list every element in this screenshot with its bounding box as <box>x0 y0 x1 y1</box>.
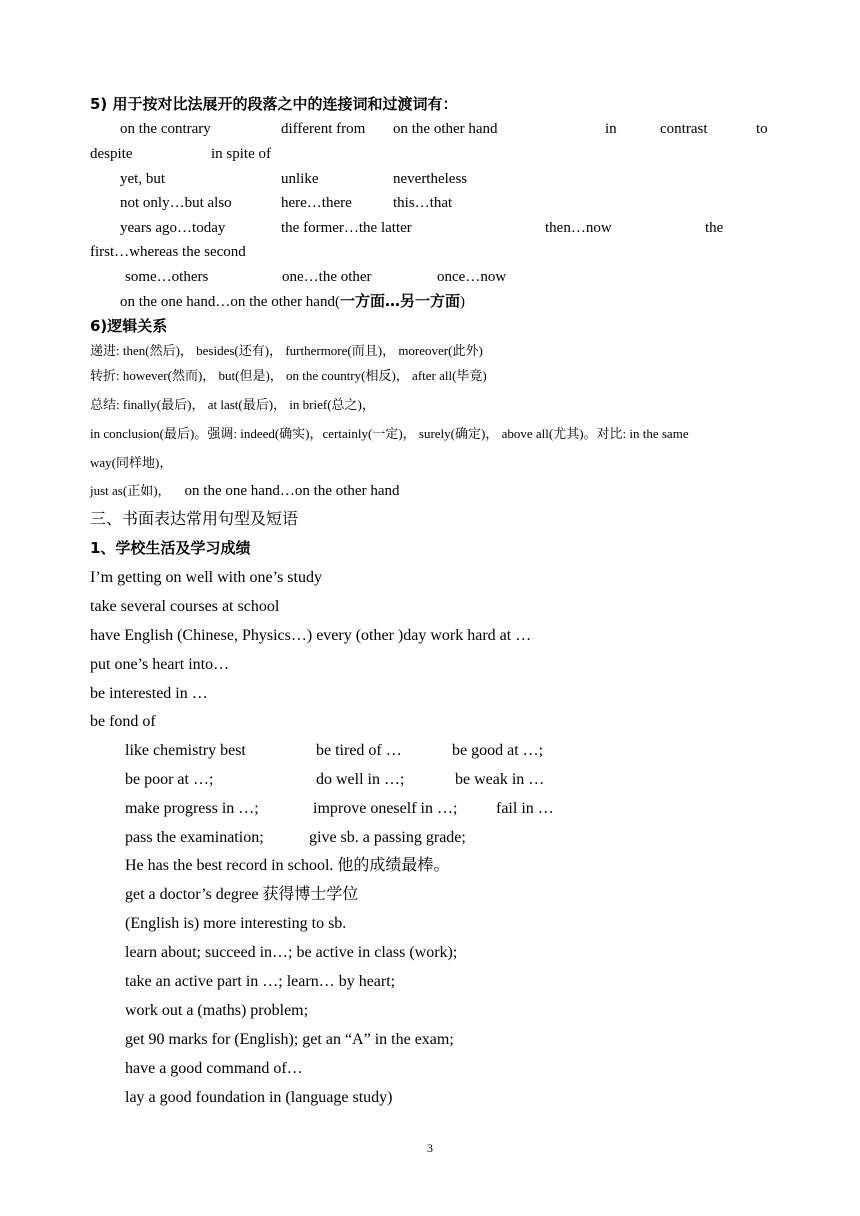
phrase-line: get a doctor’s degree 获得博士学位 <box>125 886 359 903</box>
phrase: like chemistry best <box>125 742 246 759</box>
phrase: here…there <box>281 195 352 211</box>
phrase: in <box>605 121 617 137</box>
subsection-1-title: 1、学校生活及学习成绩 <box>90 539 251 557</box>
phrase: yet, but <box>120 171 165 187</box>
phrase: improve oneself in …; <box>313 800 458 817</box>
phrase: ) <box>459 294 465 310</box>
phrase-grid-row <box>0 828 860 848</box>
contrast-row-2 <box>0 169 860 189</box>
logic-just-as <box>90 481 399 501</box>
phrase: be good at …; <box>452 742 544 759</box>
phrase-line: be fond of <box>90 713 156 730</box>
contrast-row-6 <box>120 291 465 312</box>
phrase: be tired of … <box>316 742 402 759</box>
phrase: on the other hand <box>393 121 498 137</box>
logic-transition: 转折: however(然而)， but(但是)， on the country(相反)， after all(毕竟) <box>90 368 487 383</box>
phrase: nevertheless <box>393 171 468 187</box>
phrase-grid-row <box>0 799 860 819</box>
phrase: give sb. a passing grade; <box>309 829 466 846</box>
phrase: fail in … <box>496 800 554 817</box>
phrase-line: have English (Chinese, Physics…) every (other )day work hard at … <box>90 627 532 644</box>
phrase-grid-row <box>0 741 860 761</box>
phrase-line: work out a (maths) problem; <box>125 1002 309 1019</box>
section-3-title: 三、书面表达常用句型及短语 <box>90 509 299 528</box>
phrase-line: take several courses at school <box>90 598 280 615</box>
phrase: in spite of <box>211 146 271 162</box>
phrase: despite <box>90 146 133 162</box>
phrase: not only…but also <box>120 195 232 211</box>
phrase-line: He has the best record in school. 他的成绩最棒。 <box>125 857 450 874</box>
phrase: the <box>705 220 724 236</box>
phrase: be poor at …; <box>125 771 214 788</box>
phrase-line: be interested in … <box>90 685 208 702</box>
logic-conclusion-emphasis: in conclusion(最后)。强调: indeed(确实)，certainly(一定)， surely(确定)， above all(尤其)。对比: in the same <box>90 426 689 441</box>
phrase: once…now <box>437 269 507 285</box>
phrase-line: lay a good foundation in (language study) <box>125 1089 393 1106</box>
phrase: this…that <box>393 195 453 211</box>
page-number: 3 <box>427 1141 433 1155</box>
phrase-line: put one’s heart into… <box>90 656 230 673</box>
section-5-heading: 5) 用于按对比法展开的段落之中的连接词和过渡词有： <box>90 95 458 113</box>
phrase-line: I’m getting on well with one’s study <box>90 569 322 586</box>
contrast-row-1 <box>0 119 860 139</box>
phrase-grid-row <box>0 770 860 790</box>
contrast-row-3 <box>0 193 860 213</box>
phrase-line: have a good command of… <box>125 1060 303 1077</box>
phrase: on the one hand…on the other hand <box>184 483 400 499</box>
phrase-cn: 一方面…另一方面 <box>339 292 460 310</box>
phrase: to <box>756 121 768 137</box>
phrase-line: get 90 marks for (English); get an “A” in the exam; <box>125 1031 454 1048</box>
phrase: on the one hand…on the other hand( <box>120 294 340 310</box>
logic-progression: 递进: then(然后)， besides(还有)， furthermore(而且)， moreover(此外) <box>90 343 483 358</box>
phrase-line: (English is) more interesting to sb. <box>125 915 347 932</box>
contrast-row-1-wrap <box>0 144 860 164</box>
phrase: on the contrary <box>120 121 211 137</box>
phrase: make progress in …; <box>125 800 259 817</box>
contrast-row-4 <box>0 218 860 238</box>
phrase: the former…the latter <box>281 220 412 236</box>
phrase: then…now <box>545 220 612 236</box>
logic-comparison: way(同样地)， <box>90 455 173 470</box>
phrase: unlike <box>281 171 319 187</box>
phrase: just as(正如)， <box>90 483 171 498</box>
phrase-line: take an active part in …; learn… by heart; <box>125 973 396 990</box>
phrase: different from <box>281 121 366 137</box>
phrase: some…others <box>125 269 209 285</box>
phrase: years ago…today <box>120 220 226 236</box>
logic-summary: 总结: finally(最后)， at last(最后)， in brief(总之)， <box>90 397 375 412</box>
phrase: one…the other <box>282 269 372 285</box>
contrast-row-5 <box>0 267 860 287</box>
phrase: pass the examination; <box>125 829 264 846</box>
phrase: contrast <box>660 121 708 137</box>
section-6-heading: 6)逻辑关系 <box>90 317 168 335</box>
contrast-row-4-wrap: first…whereas the second <box>90 244 246 260</box>
phrase: be weak in … <box>455 771 545 788</box>
phrase: do well in …; <box>316 771 405 788</box>
phrase-line: learn about; succeed in…; be active in class (work); <box>125 944 458 961</box>
